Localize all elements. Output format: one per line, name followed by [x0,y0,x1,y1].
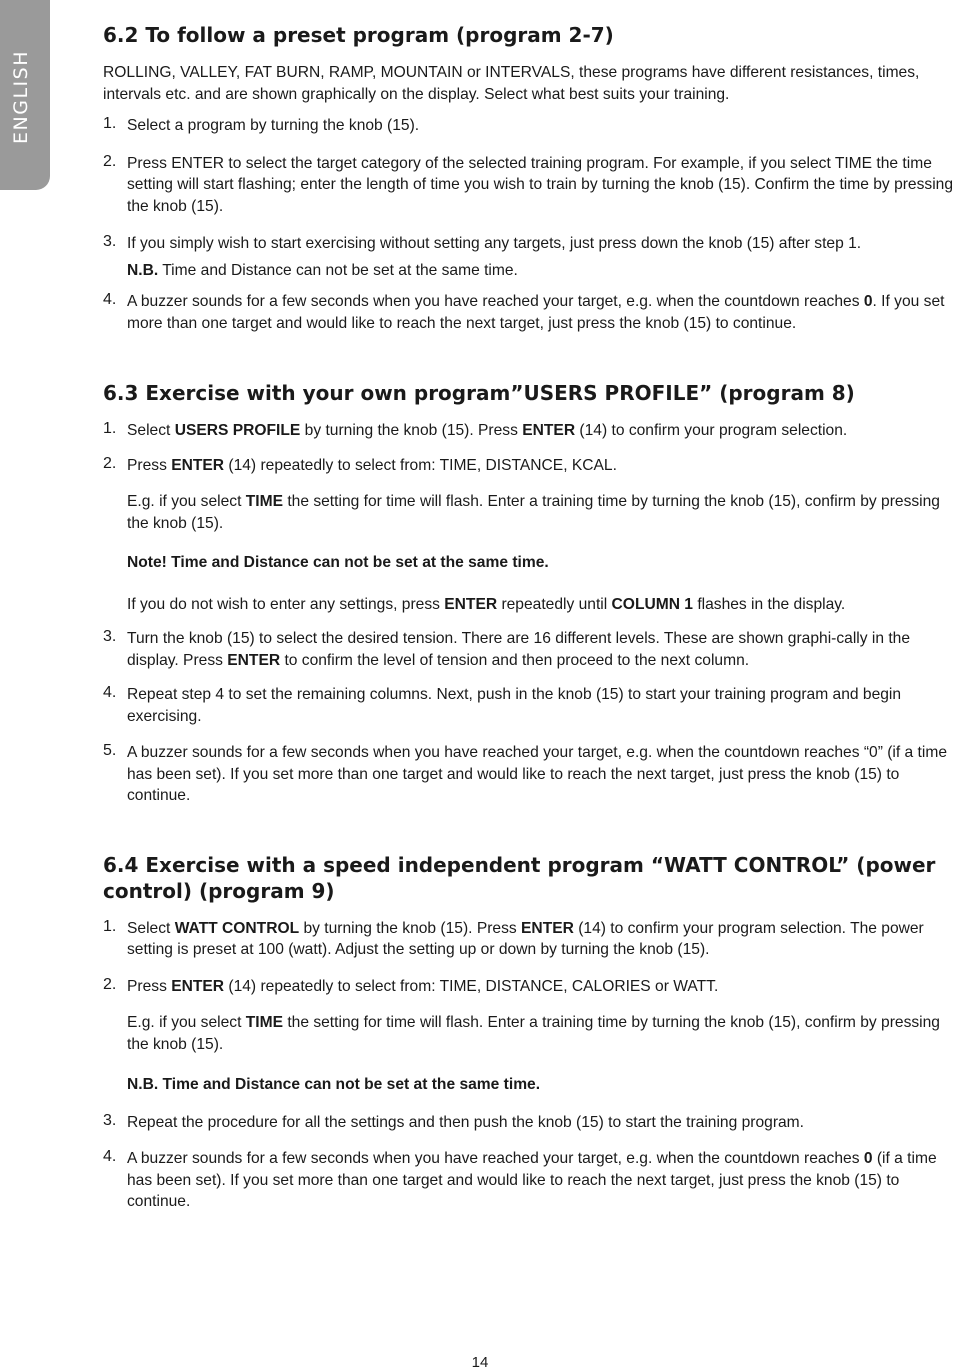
example-text: E.g. if you select TIME the setting for time will flash. Enter a training time by turning the knob (15), confirm by pressing the knob (15). [127,493,940,532]
page-content [103,22,958,1213]
item-number: 2. [103,152,117,170]
list-item [103,233,958,281]
nb-label: N.B. [127,261,159,279]
item-number: 1. [103,917,117,935]
language-tab-label: ENGLISH [10,50,32,144]
list-item [103,455,958,477]
list-item [103,918,958,961]
item-number: 4. [103,1148,117,1165]
section-intro: ROLLING, VALLEY, FAT BURN, RAMP, MOUNTAIN or INTERVALS, these programs have different resistances, times, intervals etc. and are shown graphically on the display. Select what best suits your training. [103,64,920,103]
item-text: Select a program by turning the knob (15). [127,117,420,134]
section-title: 6.2 To follow a preset program (program 2-7) [103,23,614,47]
item-text: A buzzer sounds for a few seconds when you have reached your target, e.g. when the countdown reaches “0” (if a time has been set). If you set more than one target and would like to reach the next target, just press the knob (15) to continue. [127,744,948,804]
list-item [103,291,958,334]
item-text: Press ENTER (14) repeatedly to select from: TIME, DISTANCE, KCAL. [127,456,617,474]
list-item [103,115,958,137]
item-number: 1. [103,115,117,132]
note-text: N.B. Time and Distance can not be set at the same time. [127,1076,541,1093]
language-tab [0,0,50,190]
list-item [103,628,958,671]
item-text: If you simply wish to start exercising without setting any targets, just press down the knob (15) after step 1. [127,235,862,252]
item-number: 3. [103,1111,117,1129]
item-number: 2. [103,454,117,472]
item-number: 4. [103,684,117,701]
list-item [103,1148,958,1213]
item-number: 1. [103,420,117,437]
list-item [103,1112,958,1134]
item-number: 4. [103,291,117,308]
item-text: Select USERS PROFILE by turning the knob (15). Press ENTER (14) to confirm your program selection. [127,422,848,439]
nb-note: N.B. Time and Distance can not be set at the same time. [127,261,518,279]
item-number: 3. [103,233,117,250]
item-number: 3. [103,628,117,645]
list-item [103,976,958,998]
item-text: Turn the knob (15) to select the desired tension. There are 16 different levels. These are shown graphi-cally in the display. Press ENTER to confirm the level of tension and then proceed to the next column. [127,630,911,669]
section-title: 6.4 Exercise with a speed independent program “WATT CONTROL” (power control) (program 9) [103,852,936,903]
list-item [103,742,958,807]
item-text: Repeat step 4 to set the remaining columns. Next, push in the knob (15) to start your training program and begin exercising. [127,686,902,725]
item-text: Press ENTER (14) repeatedly to select from: TIME, DISTANCE, CALORIES or WATT. [127,977,719,995]
item-number: 5. [103,742,117,759]
page-number: 14 [471,1354,489,1371]
example-text: E.g. if you select TIME the setting for time will flash. Enter a training time by turning the knob (15), confirm by pressing the knob (15). [127,1014,940,1053]
item-text: A buzzer sounds for a few seconds when you have reached your target, e.g. when the countdown reaches 0 (if a time has been set). If you set more than one target and would like to reach the next target, just press the knob (15) to continue. [127,1150,937,1210]
item-text: A buzzer sounds for a few seconds when you have reached your target, e.g. when the countdown reaches 0. If you set more than one target and would like to reach the next target, just press the knob (15) to continue. [127,293,945,332]
instruction-text: If you do not wish to enter any settings, press ENTER repeatedly until COLUMN 1 flashes in the display. [127,595,846,613]
note-text: Note! Time and Distance can not be set at the same time. [127,554,549,571]
item-text: Press ENTER to select the target category of the selected training program. For example, if you select TIME the time setting will start flashing; enter the length of time you wish to train by turning the knob (15). Confirm the time by pressing the knob (15). [127,154,954,215]
list-item [103,153,958,218]
item-text: Repeat the procedure for all the settings and then push the knob (15) to start the training program. [127,1113,805,1131]
list-item [103,684,958,727]
section-title: 6.3 Exercise with your own program”USERS PROFILE” (program 8) [103,381,855,405]
list-item [103,420,958,442]
item-number: 2. [103,975,117,993]
item-text: Select WATT CONTROL by turning the knob (15). Press ENTER (14) to confirm your program selection. The power setting is preset at 100 (watt). Adjust the setting up or down by turning the knob (15). [127,919,924,958]
